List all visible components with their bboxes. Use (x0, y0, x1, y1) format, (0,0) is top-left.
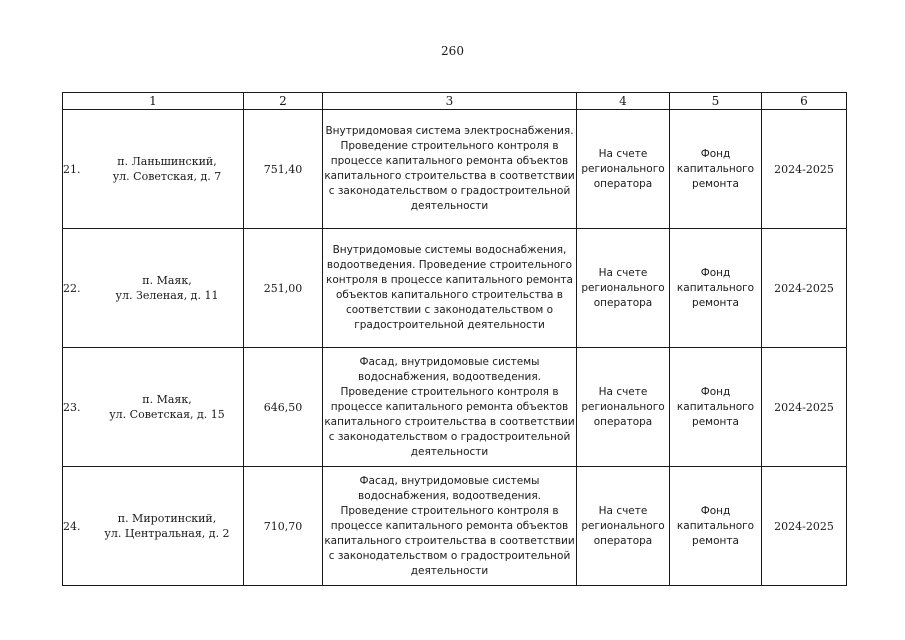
column-header-2: 2 (244, 93, 323, 110)
financing-method-cell: На счете регионального оператора (577, 467, 670, 586)
page-number: 260 (441, 44, 464, 58)
column-header-6: 6 (762, 93, 847, 110)
table-row (63, 110, 847, 229)
address-street: ул. Центральная, д. 2 (104, 527, 230, 540)
period-cell: 2024-2025 (762, 229, 847, 348)
period-cell: 2024-2025 (762, 467, 847, 586)
address-settlement: п. Миротинский, (117, 512, 217, 525)
works-description-cell: Фасад, внутридомовые системы водоснабжения, водоотведения. Проведение строительного контроля в процессе капитального ремонта объектов капитального строительства в соответствии с законодательством о градостроительной деятельности (323, 467, 577, 586)
row-number: 21. (63, 162, 81, 176)
column-header-1: 1 (63, 93, 244, 110)
row-number: 23. (63, 400, 81, 414)
area-cell: 751,40 (244, 110, 323, 229)
works-description-cell: Фасад, внутридомовые системы водоснабжения, водоотведения. Проведение строительного контроля в процессе капитального ремонта объектов капитального строительства в соответствии с законодательством о градостроительной деятельности (323, 348, 577, 467)
row-number-and-address-cell (63, 110, 244, 229)
financing-method-cell: На счете регионального оператора (577, 110, 670, 229)
funding-source-cell: Фонд капитального ремонта (670, 110, 762, 229)
repair-schedule-table (62, 92, 847, 586)
column-header-5: 5 (670, 93, 762, 110)
table-row (63, 348, 847, 467)
table-row (63, 229, 847, 348)
address-street: ул. Советская, д. 7 (112, 170, 222, 183)
column-header-3: 3 (323, 93, 577, 110)
row-number-and-address-cell (63, 467, 244, 586)
financing-method-cell: На счете регионального оператора (577, 229, 670, 348)
address-street: ул. Советская, д. 15 (109, 408, 225, 421)
address (91, 511, 243, 541)
area-cell: 646,50 (244, 348, 323, 467)
row-number: 24. (63, 519, 81, 533)
address (91, 154, 243, 184)
address-settlement: п. Маяк, (142, 274, 192, 287)
header-row (63, 93, 847, 110)
table-row (63, 467, 847, 586)
row-number-and-address-cell (63, 229, 244, 348)
financing-method-cell: На счете регионального оператора (577, 348, 670, 467)
funding-source-cell: Фонд капитального ремонта (670, 467, 762, 586)
area-cell: 251,00 (244, 229, 323, 348)
row-number: 22. (63, 281, 81, 295)
works-description-cell: Внутридомовые системы водоснабжения, водоотведения. Проведение строительного контроля в процессе капитального ремонта объектов капитального строительства в соответствии с законодательством о градостроительной деятельности (323, 229, 577, 348)
period-cell: 2024-2025 (762, 348, 847, 467)
table-body (63, 110, 847, 586)
funding-source-cell: Фонд капитального ремонта (670, 229, 762, 348)
address-street: ул. Зеленая, д. 11 (115, 289, 219, 302)
area-cell: 710,70 (244, 467, 323, 586)
period-cell: 2024-2025 (762, 110, 847, 229)
address (91, 392, 243, 422)
row-number-and-address-cell (63, 348, 244, 467)
funding-source-cell: Фонд капитального ремонта (670, 348, 762, 467)
address-settlement: п. Ланьшинский, (117, 155, 217, 168)
column-header-4: 4 (577, 93, 670, 110)
address-settlement: п. Маяк, (142, 393, 192, 406)
works-description-cell: Внутридомовая система электроснабжения. Проведение строительного контроля в процессе капитального ремонта объектов капитального строительства в соответствии с законодательством о градостроительной деятельности (323, 110, 577, 229)
address (91, 273, 243, 303)
